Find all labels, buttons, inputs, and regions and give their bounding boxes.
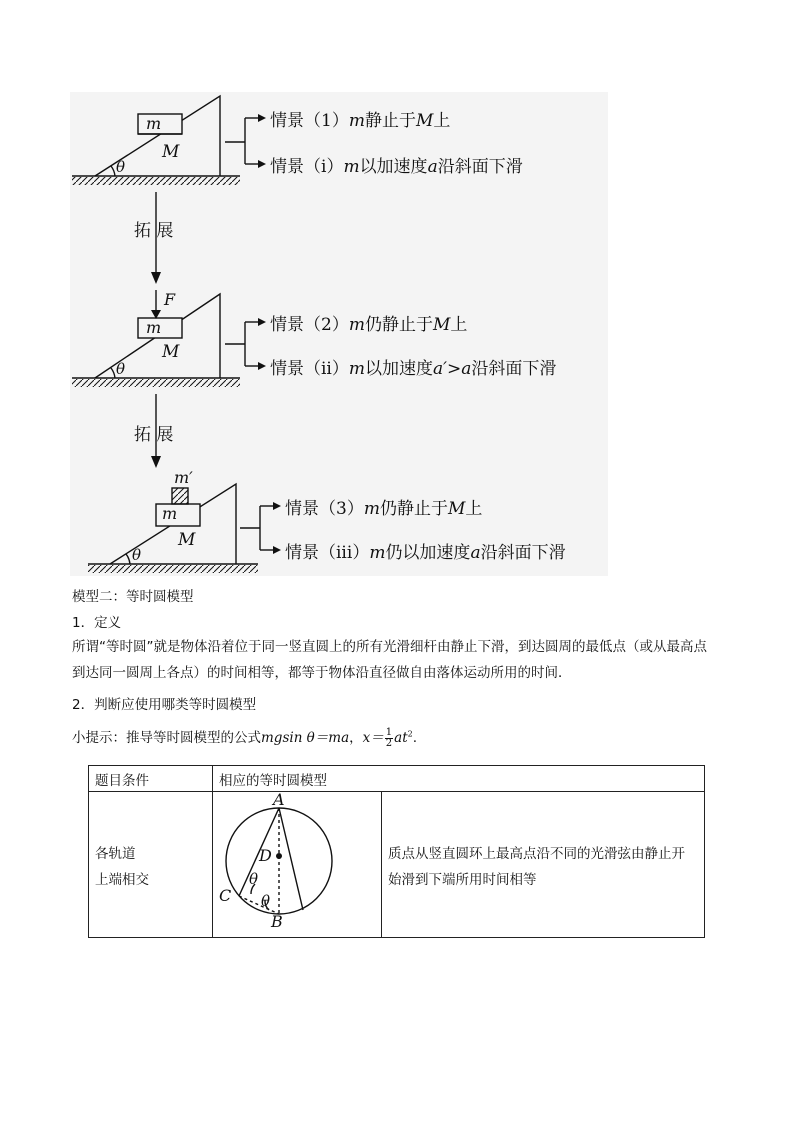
- small-mass-label-3: m: [162, 504, 178, 523]
- row1-description: 质点从竖直圆环上最高点沿不同的光滑弦由静止开 始滑到下端所用时间相等: [382, 792, 705, 938]
- table-header-row: [89, 766, 705, 792]
- point-d-label: D: [259, 846, 272, 865]
- expand-label-1: 拓 展: [134, 221, 174, 241]
- case-ii-text: 情景（ii）m以加速度a′>a沿斜面下滑: [270, 359, 557, 379]
- equal-time-circle-diagram: [213, 792, 381, 937]
- top-mass-block: [172, 488, 188, 504]
- case-3-text: 情景（3）m仍静止于M上: [285, 499, 483, 519]
- angle-arc-3: [126, 554, 130, 564]
- row1-condition: 各轨道 上端相交: [89, 792, 213, 938]
- angle-arc-2: [111, 368, 115, 378]
- ground-hatch-3: [88, 565, 258, 573]
- big-mass-label-1: M: [162, 142, 180, 162]
- angle-label-2: θ: [116, 360, 126, 378]
- point-b-label: B: [271, 912, 283, 931]
- case-1-text: 情景（1）m静止于M上: [270, 111, 451, 131]
- theta-label-1: θ: [249, 870, 259, 888]
- section-2-title: 2．判断应使用哪类等时圆模型: [72, 697, 257, 713]
- case-iii-text: 情景（iii）m仍以加速度a沿斜面下滑: [285, 543, 566, 563]
- row1-diagram-cell: [213, 792, 382, 938]
- header-condition: 题目条件: [89, 766, 213, 792]
- definition-line-2: 到达同一圆周上各点）的时间相等，都等于物体沿直径做自由落体运动所用的时间．: [72, 665, 572, 681]
- incline-block-3: [88, 484, 281, 573]
- small-mass-label-1: m: [146, 114, 162, 133]
- hint-fraction: $\frac{1}{2}$: [385, 726, 393, 749]
- force-label: F: [164, 290, 176, 309]
- top-mass-label: m′: [174, 468, 193, 487]
- big-mass-label-2: M: [162, 342, 180, 362]
- equal-time-circle-table: [88, 765, 705, 938]
- big-mass-label-3: M: [178, 530, 196, 550]
- inclined-plane-figure: [70, 92, 608, 576]
- point-a-label: A: [273, 790, 285, 809]
- chord-ab: [279, 808, 303, 910]
- model-title: 模型二：等时圆模型: [72, 589, 194, 605]
- hint-line: 小提示：推导等时圆模型的公式mgsin θ＝ma，x＝ $\frac{1}{2}$ $at^2$.: [72, 726, 418, 749]
- angle-arc-1: [111, 166, 115, 176]
- angle-label-3: θ: [132, 546, 142, 564]
- hint-prefix: 小提示：推导等时圆模型的公式: [72, 730, 261, 746]
- incline-block-1: [72, 96, 266, 185]
- header-model: 相应的等时圆模型: [213, 766, 705, 792]
- definition-paragraph: [72, 634, 732, 686]
- hint-x: x＝: [362, 730, 384, 746]
- case-2-text: 情景（2）m仍静止于M上: [270, 315, 468, 335]
- angle-label-1: θ: [116, 158, 126, 176]
- ground-hatch-1: [72, 177, 240, 185]
- theta-label-2: θ: [261, 892, 271, 910]
- ground-hatch-2: [72, 379, 240, 387]
- point-c-label: C: [219, 886, 232, 905]
- section-1-title: 1．定义: [72, 615, 122, 631]
- incline-wedge-1: [95, 96, 220, 176]
- hint-formula-1: mgsin θ＝ma: [261, 730, 350, 746]
- small-mass-label-2: m: [146, 318, 162, 337]
- center-point-d: [276, 853, 282, 859]
- hint-tail: at: [394, 730, 408, 746]
- table-row: [89, 792, 705, 938]
- expand-label-2: 拓 展: [134, 425, 174, 445]
- definition-line-1: 所谓“等时圆”就是物体沿着位于同一竖直圆上的所有光滑细杆由静止下滑，到达圆周的最低点（或从最高点: [72, 639, 707, 655]
- case-i-text: 情景（i）m以加速度a沿斜面下滑: [270, 157, 523, 177]
